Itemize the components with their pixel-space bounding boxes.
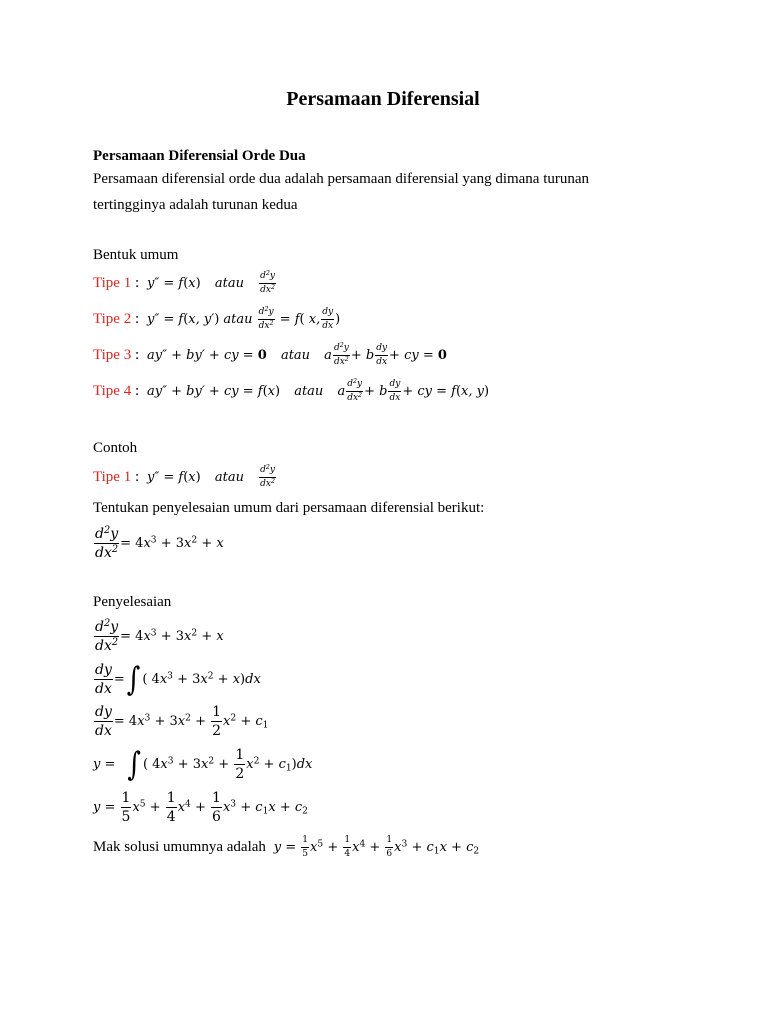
- problem-equation: $\frac{d^2y}{dx^2}$ = $4x^3 + 3x^2 + x$: [95, 525, 224, 561]
- tipe-3-equation: ay″ + by′ + cy = 0 atau a $\frac{d^2y}{dx^2}$ + b $\frac{dy}{dx}$ + cy = 0: [142, 341, 447, 367]
- atau-word: atau: [214, 470, 244, 485]
- contoh-tipe-1-label: Tipe 1: [93, 469, 132, 485]
- atau-word: atau: [223, 312, 253, 327]
- tipe-4-row: [93, 377, 490, 403]
- colon: :: [134, 383, 140, 399]
- instruction-text: Tentukan penyelesaian umum dari persamaan diferensial berikut:: [93, 500, 485, 516]
- tipe-4-label: Tipe 4: [93, 383, 132, 399]
- solution-step-2: $\frac{dy}{dx}$ =∫ ( $4x^3 + 3x^2 + x)dx$: [95, 660, 261, 699]
- intro-line-2: tertingginya adalah turunan kedua: [93, 197, 298, 213]
- solution-step-1: $\frac{d^2y}{dx^2}$ = $4x^3 + 3x^2 + x$: [95, 618, 224, 654]
- atau-word: atau: [294, 384, 324, 399]
- tipe-3-row: [93, 341, 447, 367]
- tipe-3-label: Tipe 3: [93, 347, 132, 363]
- integral-icon: ∫: [127, 745, 141, 784]
- atau-word: atau: [214, 276, 244, 291]
- conclusion-text: Mak solusi umumnya adalah: [93, 839, 266, 855]
- tipe-2-row: [93, 305, 341, 331]
- tipe-2-equation: y″ = f(x, y′) atau $\frac{d^2y}{dx^2}$ = f( x, $\frac{dy}{dx}$ ): [142, 305, 341, 331]
- section-heading: Persamaan Diferensial Orde Dua: [93, 148, 306, 164]
- colon: :: [134, 275, 140, 291]
- page-title: Persamaan Diferensial: [286, 88, 480, 110]
- solution-step-4: y = ∫ ( $4x^3 + 3x^2$ + $\frac{1}{2}$ $x^2 + c_1)dx$: [93, 745, 313, 784]
- intro-line-1: Persamaan diferensial orde dua adalah persamaan diferensial yang dimana turunan: [93, 171, 590, 187]
- atau-word: atau: [280, 348, 311, 363]
- penyelesaian-label: Penyelesaian: [93, 594, 172, 610]
- bentuk-umum-label: Bentuk umum: [93, 247, 179, 263]
- tipe-1-row: [93, 269, 277, 295]
- solution-step-5: y = $\frac{1}{5}$ $x^5$ + $\frac{1}{4}$ $x^4$ + $\frac{1}{6}$ $x^3 + c_1x + c_2$: [93, 790, 308, 825]
- contoh-label: Contoh: [93, 440, 138, 456]
- colon: :: [134, 347, 140, 363]
- tipe-2-label: Tipe 2: [93, 311, 132, 327]
- contoh-tipe-1-equation: y″ = f(x) atau $\frac{d^2y}{dx^2}$: [142, 463, 275, 489]
- contoh-tipe-1-row: [93, 463, 277, 489]
- tipe-1-label: Tipe 1: [93, 275, 132, 291]
- solution-step-3: $\frac{dy}{dx}$ = $4x^3 + 3x^2$ + $\frac{1}{2}$ $x^2 + c_1$: [95, 704, 269, 739]
- colon: :: [134, 469, 140, 485]
- conclusion-equation: y = $\frac{1}{5}$ $x^5$ + $\frac{1}{4}$ $x^4$ + $\frac{1}{6}$ $x^3 + c_1x + c_2$: [269, 835, 480, 859]
- conclusion-row: [93, 836, 479, 859]
- integral-icon: ∫: [126, 660, 141, 699]
- tipe-1-equation: y″ = f(x) atau $\frac{d^2y}{dx^2}$: [142, 269, 275, 295]
- tipe-4-equation: ay″ + by′ + cy = f(x) atau a $\frac{d^2y}{dx^2}$ + b $\frac{dy}{dx}$ + cy = f(x, y): [142, 377, 490, 403]
- colon: :: [134, 311, 140, 327]
